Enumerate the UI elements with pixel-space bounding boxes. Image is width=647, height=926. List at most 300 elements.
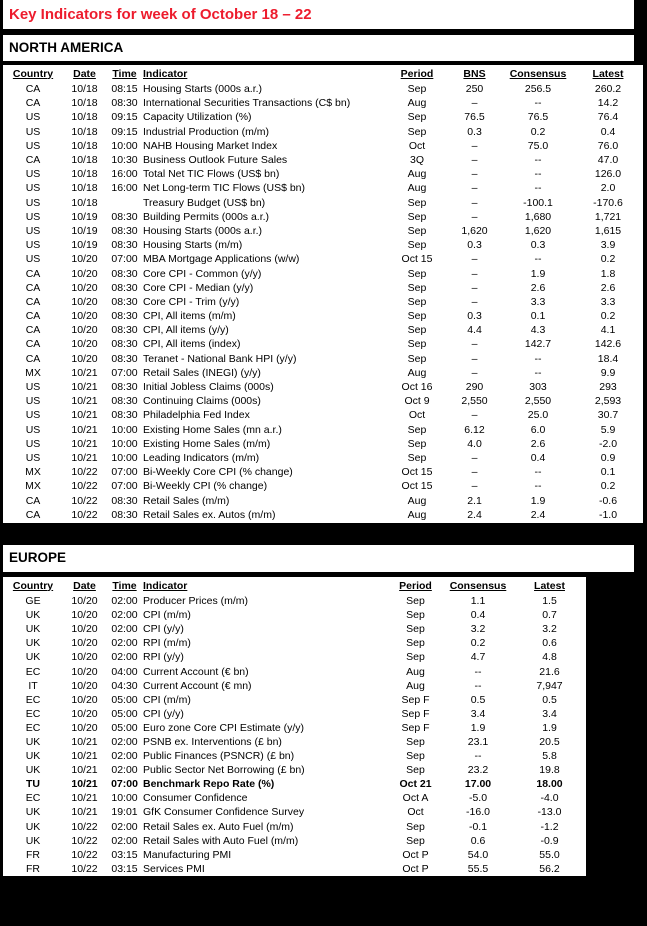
table-cell: Sep xyxy=(406,820,425,833)
table-cell: UK xyxy=(25,623,41,636)
column-header: Time xyxy=(112,67,137,80)
north-america-table-container xyxy=(3,65,643,523)
table-row xyxy=(3,110,643,124)
table-row xyxy=(3,380,643,394)
table-cell: – xyxy=(471,139,478,152)
table-cell: 5.8 xyxy=(542,750,557,763)
table-cell: CPI, All items (y/y) xyxy=(143,324,229,337)
table-cell: 10/22 xyxy=(71,820,98,833)
table-cell: 19:01 xyxy=(111,806,138,819)
table-cell: 08:30 xyxy=(111,395,138,408)
table-cell: UK xyxy=(25,834,41,847)
table-cell: – xyxy=(471,480,478,493)
table-cell: – xyxy=(471,466,478,479)
table-cell: 126.0 xyxy=(594,168,622,181)
table-row xyxy=(3,451,643,465)
table-cell: 0.3 xyxy=(530,239,546,252)
table-cell: – xyxy=(471,352,478,365)
table-cell: UK xyxy=(25,820,41,833)
table-cell: 0.3 xyxy=(467,239,482,252)
table-cell: 10/21 xyxy=(71,409,98,422)
column-header: Date xyxy=(73,579,96,592)
table-row xyxy=(3,423,643,437)
table-cell: 08:30 xyxy=(111,338,138,351)
table-cell: GfK Consumer Confidence Survey xyxy=(143,806,305,819)
table-cell: FR xyxy=(26,848,40,861)
table-cell: 10/22 xyxy=(71,494,98,507)
table-cell: 10/20 xyxy=(71,679,98,692)
table-cell: Benchmark Repo Rate (%) xyxy=(143,778,275,791)
table-cell: 21.6 xyxy=(539,665,560,678)
table-cell: 02:00 xyxy=(111,764,138,777)
table-cell: 14.2 xyxy=(597,97,619,110)
table-cell: 293 xyxy=(599,381,617,394)
table-cell: 10/18 xyxy=(71,139,98,152)
table-cell: 142.6 xyxy=(594,338,622,351)
table-cell: 2.0 xyxy=(600,182,616,195)
section-title: EUROPE xyxy=(9,550,67,565)
table-cell: Sep xyxy=(406,651,425,664)
table-row xyxy=(3,777,586,791)
north-america-indicators-table xyxy=(3,65,643,522)
table-cell: 10/19 xyxy=(71,239,98,252)
table-cell: 1.9 xyxy=(542,721,557,734)
table-cell: 02:00 xyxy=(111,609,138,622)
table-row xyxy=(3,96,643,110)
table-cell: 3Q xyxy=(409,154,424,167)
table-cell: 08:15 xyxy=(111,83,138,96)
table-cell: Retail Sales (m/m) xyxy=(143,494,230,507)
table-cell: CPI (m/m) xyxy=(143,609,191,622)
table-cell: 10/21 xyxy=(71,381,98,394)
table-cell: 18.00 xyxy=(536,778,563,791)
table-cell: Services PMI xyxy=(143,862,205,875)
table-cell: CPI, All items (index) xyxy=(143,338,241,351)
table-cell: -- xyxy=(534,480,542,493)
table-cell: 10/20 xyxy=(71,338,98,351)
table-row xyxy=(3,352,643,366)
table-row xyxy=(3,834,586,848)
table-cell: UK xyxy=(25,764,41,777)
table-cell: Oct 21 xyxy=(399,778,432,791)
table-cell: Sep xyxy=(406,750,425,763)
table-cell: 4.1 xyxy=(600,324,616,337)
column-header: Indicator xyxy=(143,67,188,80)
table-cell: CA xyxy=(25,338,41,351)
column-header: BNS xyxy=(463,67,486,80)
table-cell: Current Account (€ bn) xyxy=(143,665,249,678)
table-cell: US xyxy=(25,239,41,252)
table-cell xyxy=(106,196,143,210)
table-cell: 16:00 xyxy=(111,168,138,181)
table-cell: 08:30 xyxy=(111,210,138,223)
table-cell: US xyxy=(25,182,41,195)
table-cell: 02:00 xyxy=(111,623,138,636)
table-cell: 16:00 xyxy=(111,182,138,195)
table-cell: Sep xyxy=(407,239,427,252)
table-cell: 0.4 xyxy=(530,451,546,464)
table-row xyxy=(3,167,643,181)
table-cell: -5.0 xyxy=(468,792,488,805)
table-row xyxy=(3,820,586,834)
table-cell: 05:00 xyxy=(111,707,138,720)
table-cell: US xyxy=(25,395,41,408)
table-row xyxy=(3,608,586,622)
table-cell: -- xyxy=(534,253,542,266)
table-cell: -- xyxy=(534,97,542,110)
table-row xyxy=(3,664,586,678)
table-cell: Aug xyxy=(407,182,427,195)
table-cell: 10:00 xyxy=(111,139,138,152)
table-cell: Oct xyxy=(407,806,424,819)
table-cell: US xyxy=(25,168,41,181)
table-cell: 08:30 xyxy=(111,281,138,294)
table-cell: 09:15 xyxy=(111,111,138,124)
table-cell: 1,620 xyxy=(524,224,552,237)
table-row xyxy=(3,252,643,266)
table-cell: 10/21 xyxy=(71,792,98,805)
table-cell: 3.9 xyxy=(600,239,616,252)
table-cell: Net Long-term TIC Flows (US$ bn) xyxy=(143,182,306,195)
table-cell: Sep xyxy=(407,352,427,365)
table-cell: Consumer Confidence xyxy=(143,792,248,805)
table-cell: Oct xyxy=(408,139,426,152)
table-cell: 5.9 xyxy=(600,423,616,436)
report-title-bar xyxy=(3,0,634,29)
table-cell: UK xyxy=(25,735,41,748)
table-cell: Sep F xyxy=(401,693,430,706)
table-cell: 04:30 xyxy=(111,679,138,692)
table-row xyxy=(3,281,643,295)
table-row xyxy=(3,309,643,323)
table-row xyxy=(3,479,643,493)
column-header: Consensus xyxy=(449,579,507,592)
table-cell: UK xyxy=(25,609,41,622)
table-cell: 55.5 xyxy=(467,862,489,875)
table-cell: -16.0 xyxy=(466,806,490,819)
table-cell: 4.0 xyxy=(467,437,482,450)
table-cell: Oct P xyxy=(402,862,429,875)
table-cell: 2.6 xyxy=(530,281,546,294)
table-cell: 07:00 xyxy=(111,253,138,266)
table-cell: 4.4 xyxy=(467,324,482,337)
column-header: Consensus xyxy=(509,67,567,80)
table-cell: 76.4 xyxy=(597,111,619,124)
table-row xyxy=(3,465,643,479)
table-cell: Oct 15 xyxy=(401,466,433,479)
table-row xyxy=(3,196,643,210)
europe-indicators-table xyxy=(3,577,586,876)
table-cell: 3.2 xyxy=(542,623,557,636)
table-cell: 290 xyxy=(465,381,484,394)
table-cell: 07:00 xyxy=(111,466,138,479)
table-cell: – xyxy=(471,253,478,266)
table-cell: 07:00 xyxy=(111,480,138,493)
table-cell: Retail Sales ex. Autos (m/m) xyxy=(143,508,276,521)
table-cell: CA xyxy=(25,281,41,294)
table-cell: 08:30 xyxy=(111,324,138,337)
table-cell: US xyxy=(25,423,41,436)
table-cell: 0.4 xyxy=(600,125,616,138)
table-cell: MX xyxy=(25,466,41,479)
table-row xyxy=(3,707,586,721)
table-cell: 10/22 xyxy=(71,862,98,875)
table-cell: Aug xyxy=(406,665,425,678)
table-cell: 76.5 xyxy=(464,111,485,124)
table-cell: Sep xyxy=(407,224,427,237)
table-cell: 1.8 xyxy=(600,267,616,280)
section-header-north-america xyxy=(3,35,634,61)
table-cell: 10:00 xyxy=(111,451,138,464)
table-cell: 4.3 xyxy=(530,324,546,337)
table-cell: RPI (m/m) xyxy=(143,637,191,650)
table-cell: 10/21 xyxy=(71,437,98,450)
table-cell: -2.0 xyxy=(598,437,618,450)
table-cell: 02:00 xyxy=(111,750,138,763)
table-row xyxy=(3,210,643,224)
table-cell: 03:15 xyxy=(111,862,138,875)
table-row xyxy=(3,153,643,167)
table-row xyxy=(3,408,643,422)
column-header: Latest xyxy=(534,579,565,592)
table-cell: 1.9 xyxy=(470,721,486,734)
table-cell: 10/18 xyxy=(71,182,98,195)
table-cell: Oct 15 xyxy=(401,253,433,266)
table-cell: – xyxy=(471,267,478,280)
table-cell: 6.12 xyxy=(464,423,485,436)
table-cell: RPI (y/y) xyxy=(143,651,184,664)
column-header: Period xyxy=(400,67,434,80)
table-cell: Sep xyxy=(407,196,427,209)
table-cell: 02:00 xyxy=(111,637,138,650)
table-cell: – xyxy=(471,409,478,422)
table-cell: Sep F xyxy=(401,721,430,734)
table-cell: Building Permits (000s a.r.) xyxy=(143,210,270,223)
table-cell: 10/21 xyxy=(71,806,98,819)
table-row xyxy=(3,266,643,280)
table-cell: -- xyxy=(534,466,542,479)
table-cell: 08:30 xyxy=(111,508,138,521)
table-cell: 10/20 xyxy=(71,324,98,337)
table-cell: 0.2 xyxy=(600,310,616,323)
table-cell: Total Net TIC Flows (US$ bn) xyxy=(143,168,280,181)
table-cell: Sep F xyxy=(401,707,430,720)
table-cell: 0.6 xyxy=(542,637,557,650)
table-cell: Sep xyxy=(407,83,427,96)
table-cell: 08:30 xyxy=(111,352,138,365)
table-cell: 10/20 xyxy=(71,637,98,650)
table-cell: 10/20 xyxy=(71,721,98,734)
table-cell: 0.3 xyxy=(467,310,482,323)
table-cell: 10/20 xyxy=(71,267,98,280)
table-cell: Industrial Production (m/m) xyxy=(143,125,270,138)
table-row xyxy=(3,508,643,522)
table-cell: 1,680 xyxy=(524,210,552,223)
table-cell: CA xyxy=(25,295,41,308)
table-cell: Sep xyxy=(407,324,427,337)
table-cell: US xyxy=(25,451,41,464)
table-cell: UK xyxy=(25,806,41,819)
table-cell: Retail Sales (INEGI) (y/y) xyxy=(143,366,261,379)
table-cell: 02:00 xyxy=(111,834,138,847)
table-cell: 10/22 xyxy=(71,834,98,847)
table-cell: Capacity Utilization (%) xyxy=(143,111,252,124)
table-cell: 75.0 xyxy=(527,139,549,152)
table-cell: 2.6 xyxy=(530,437,546,450)
table-cell: 08:30 xyxy=(111,224,138,237)
table-cell: 05:00 xyxy=(111,693,138,706)
table-cell: Current Account (€ mn) xyxy=(143,679,252,692)
table-cell: Euro zone Core CPI Estimate (y/y) xyxy=(143,721,305,734)
table-cell: 6.0 xyxy=(530,423,546,436)
column-header: Time xyxy=(112,579,137,592)
table-cell: Sep xyxy=(407,437,427,450)
table-row xyxy=(3,437,643,451)
table-cell: Continuing Claims (000s) xyxy=(143,395,261,408)
table-cell: Initial Jobless Claims (000s) xyxy=(143,381,274,394)
table-row xyxy=(3,749,586,763)
table-cell: – xyxy=(471,196,478,209)
table-cell: – xyxy=(471,451,478,464)
table-cell: 0.2 xyxy=(600,480,616,493)
table-cell: 3.3 xyxy=(600,295,616,308)
table-row xyxy=(3,622,586,636)
table-cell: US xyxy=(25,139,41,152)
table-cell: Sep xyxy=(407,210,427,223)
table-cell: Existing Home Sales (mn a.r.) xyxy=(143,423,282,436)
table-cell: -- xyxy=(534,154,542,167)
table-cell: 10/21 xyxy=(71,366,98,379)
table-cell: 10/22 xyxy=(71,508,98,521)
table-cell: 10/19 xyxy=(71,210,98,223)
table-cell: 10/20 xyxy=(71,693,98,706)
table-row xyxy=(3,721,586,735)
table-cell: CA xyxy=(25,83,41,96)
table-cell: 3.2 xyxy=(470,623,486,636)
table-cell: 19.8 xyxy=(539,764,560,777)
table-cell: 76.0 xyxy=(597,139,619,152)
table-cell: 260.2 xyxy=(594,83,622,96)
table-cell: 2,593 xyxy=(594,395,622,408)
table-cell: 142.7 xyxy=(524,338,552,351)
table-cell: 10/20 xyxy=(71,651,98,664)
table-cell: MBA Mortgage Applications (w/w) xyxy=(143,253,300,266)
europe-table-container xyxy=(3,577,586,875)
table-cell: 0.9 xyxy=(600,451,616,464)
table-cell: Retail Sales ex. Auto Fuel (m/m) xyxy=(143,820,294,833)
table-cell: – xyxy=(471,154,478,167)
table-cell: 20.5 xyxy=(539,735,560,748)
table-cell: 10/20 xyxy=(71,295,98,308)
table-cell: 03:15 xyxy=(111,848,138,861)
table-cell: 2.4 xyxy=(530,508,546,521)
table-cell: 25.0 xyxy=(527,409,549,422)
table-row xyxy=(3,636,586,650)
table-cell: Oct 9 xyxy=(404,395,430,408)
table-cell: – xyxy=(471,281,478,294)
table-row xyxy=(3,125,643,139)
table-row xyxy=(3,791,586,805)
table-cell: 10/21 xyxy=(71,451,98,464)
table-row xyxy=(3,139,643,153)
table-cell: 10/18 xyxy=(71,125,98,138)
table-cell: 4.7 xyxy=(470,651,486,664)
table-cell: Core CPI - Common (y/y) xyxy=(143,267,262,280)
table-cell: 17.00 xyxy=(464,778,492,791)
table-row xyxy=(3,594,586,608)
table-cell: 10:00 xyxy=(111,437,138,450)
table-cell: 10/21 xyxy=(71,423,98,436)
table-cell: GE xyxy=(25,595,41,608)
table-header-row xyxy=(3,577,586,594)
table-cell: 9.9 xyxy=(600,366,616,379)
table-cell: Public Finances (PSNCR) (£ bn) xyxy=(143,750,295,763)
table-cell: Manufacturing PMI xyxy=(143,848,232,861)
table-cell: 10/18 xyxy=(71,83,98,96)
table-cell: CA xyxy=(25,494,41,507)
table-row xyxy=(3,337,643,351)
table-cell: -- xyxy=(534,182,542,195)
column-header: Country xyxy=(12,579,54,592)
table-cell: 10/20 xyxy=(71,623,98,636)
table-cell: CA xyxy=(25,324,41,337)
table-cell: Sep xyxy=(406,623,425,636)
table-cell: 250 xyxy=(465,83,484,96)
table-cell: 1,620 xyxy=(461,224,488,237)
table-cell: 0.1 xyxy=(600,466,616,479)
table-cell: 10/18 xyxy=(71,196,98,209)
table-cell: 0.4 xyxy=(470,609,486,622)
table-cell: Core CPI - Trim (y/y) xyxy=(143,295,240,308)
table-cell: 54.0 xyxy=(467,848,489,861)
table-row xyxy=(3,763,586,777)
table-cell: -- xyxy=(474,679,482,692)
table-cell: CA xyxy=(25,310,41,323)
column-header: Date xyxy=(73,67,96,80)
table-cell: Oct 16 xyxy=(401,381,433,394)
table-row xyxy=(3,693,586,707)
table-cell: Bi-Weekly Core CPI (% change) xyxy=(143,466,293,479)
table-cell: UK xyxy=(25,651,41,664)
table-cell: Sep xyxy=(407,451,427,464)
table-cell: US xyxy=(25,196,41,209)
table-cell: Oct 15 xyxy=(401,480,433,493)
table-cell: -- xyxy=(534,168,542,181)
table-cell: Aug xyxy=(406,679,425,692)
table-cell: 10/18 xyxy=(71,168,98,181)
table-cell: 0.5 xyxy=(542,693,557,706)
table-header-row xyxy=(3,65,643,82)
table-cell: 0.7 xyxy=(542,609,557,622)
table-cell: 2.6 xyxy=(600,281,616,294)
table-cell: 04:00 xyxy=(111,665,138,678)
table-row xyxy=(3,181,643,195)
table-cell: Retail Sales with Auto Fuel (m/m) xyxy=(143,834,299,847)
table-row xyxy=(3,848,586,862)
table-cell: Sep xyxy=(406,764,425,777)
table-cell: CPI (y/y) xyxy=(143,707,184,720)
table-cell: Oct P xyxy=(402,848,429,861)
table-cell: 0.2 xyxy=(530,125,546,138)
table-cell: 10/21 xyxy=(71,395,98,408)
table-cell: 1.1 xyxy=(470,595,486,608)
table-cell: Aug xyxy=(407,97,427,110)
table-cell: Sep xyxy=(407,295,427,308)
table-cell: 1.9 xyxy=(530,267,546,280)
table-cell: NAHB Housing Market Index xyxy=(143,139,278,152)
table-cell: 18.4 xyxy=(597,352,619,365)
table-cell: Sep xyxy=(406,609,425,622)
